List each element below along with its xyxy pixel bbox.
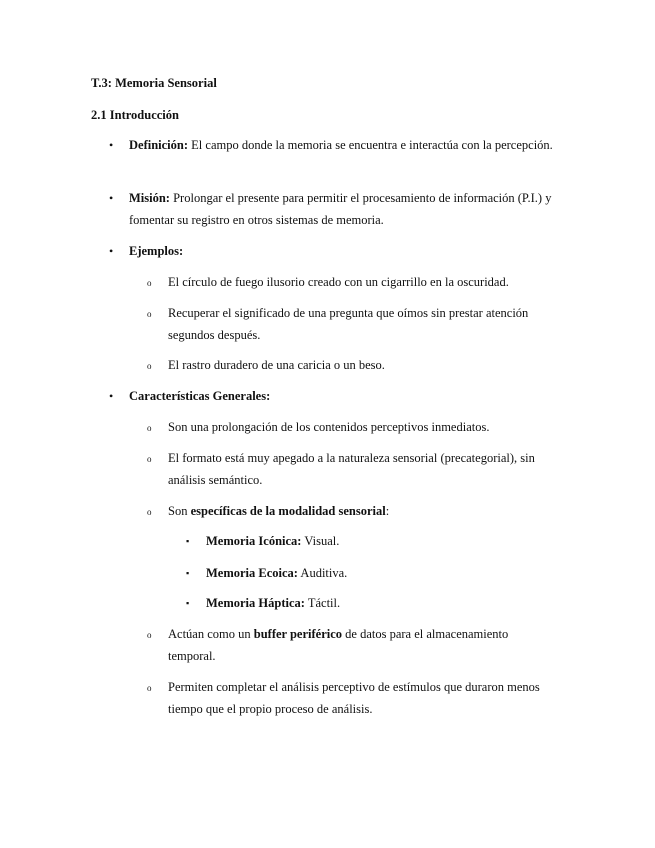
label: Ejemplos: [129, 244, 184, 258]
bullet: o [147, 507, 152, 517]
text: Auditiva. [297, 566, 348, 580]
list-item: El formato está muy apegado a la naturaleza sensorial (precategorial), sin análisis semántico. [168, 451, 535, 487]
list-item: Permiten completar el análisis perceptivo de estímulos que duraron menos tiempo que el propio proceso de análisis. [168, 680, 540, 716]
bullet: o [147, 683, 152, 693]
bullet: • [109, 191, 114, 205]
list-item-ejemplos [129, 240, 579, 262]
bullet: o [147, 361, 152, 371]
list-item-buffer [168, 623, 548, 667]
list-item-memoria-ecoica [206, 562, 566, 584]
bullet: • [109, 389, 114, 403]
bullet: ▪ [186, 568, 190, 578]
list-item-caracteristicas [129, 385, 579, 407]
bullet: o [147, 309, 152, 319]
label: Definición: [129, 138, 189, 152]
bullet: ▪ [186, 598, 190, 608]
list-item-modalidad [168, 500, 573, 522]
bold-text: buffer periférico [253, 627, 343, 641]
list-item-definicion [129, 134, 579, 156]
list-item: Recuperar el significado de una pregunta que oímos sin prestar atención segundos después. [168, 306, 529, 342]
list-item-memoria-iconica [206, 530, 566, 552]
bullet: • [109, 244, 114, 258]
bullet: • [109, 138, 114, 152]
list-item-mision [129, 187, 579, 231]
label: Memoria Icónica: [206, 534, 302, 548]
text: : [385, 504, 390, 518]
label: Características Generales: [129, 389, 271, 403]
bold-text: específicas de la modalidad sensorial [190, 504, 386, 518]
text: Táctil. [304, 596, 341, 610]
label: Memoria Ecoica: [206, 566, 298, 580]
list-item: El círculo de fuego ilusorio creado con un cigarrillo en la oscuridad. [168, 275, 509, 289]
list-item: El rastro duradero de una caricia o un beso. [168, 358, 385, 372]
text: El campo donde la memoria se encuentra e interactúa con la percepción. [188, 138, 553, 152]
bullet: o [147, 278, 152, 288]
label: Memoria Háptica: [206, 596, 305, 610]
label: Misión: [129, 191, 170, 205]
bullet: o [147, 454, 152, 464]
list-item-memoria-haptica [206, 592, 566, 614]
document-title: T.3: Memoria Sensorial [91, 76, 217, 90]
bullet: o [147, 423, 152, 433]
section-heading: 2.1 Introducción [91, 108, 179, 122]
list-item: Son una prolongación de los contenidos perceptivos inmediatos. [168, 420, 490, 434]
bullet: ▪ [186, 536, 190, 546]
bullet: o [147, 630, 152, 640]
text: Visual. [301, 534, 340, 548]
text: Son [168, 504, 191, 518]
text: Actúan como un [168, 627, 254, 641]
text: Prolongar el presente para permitir el procesamiento de información (P.I.) y fomentar su registro en otros sistemas de memoria. [129, 191, 552, 227]
text: de datos para el almacenamiento temporal. [168, 627, 509, 663]
